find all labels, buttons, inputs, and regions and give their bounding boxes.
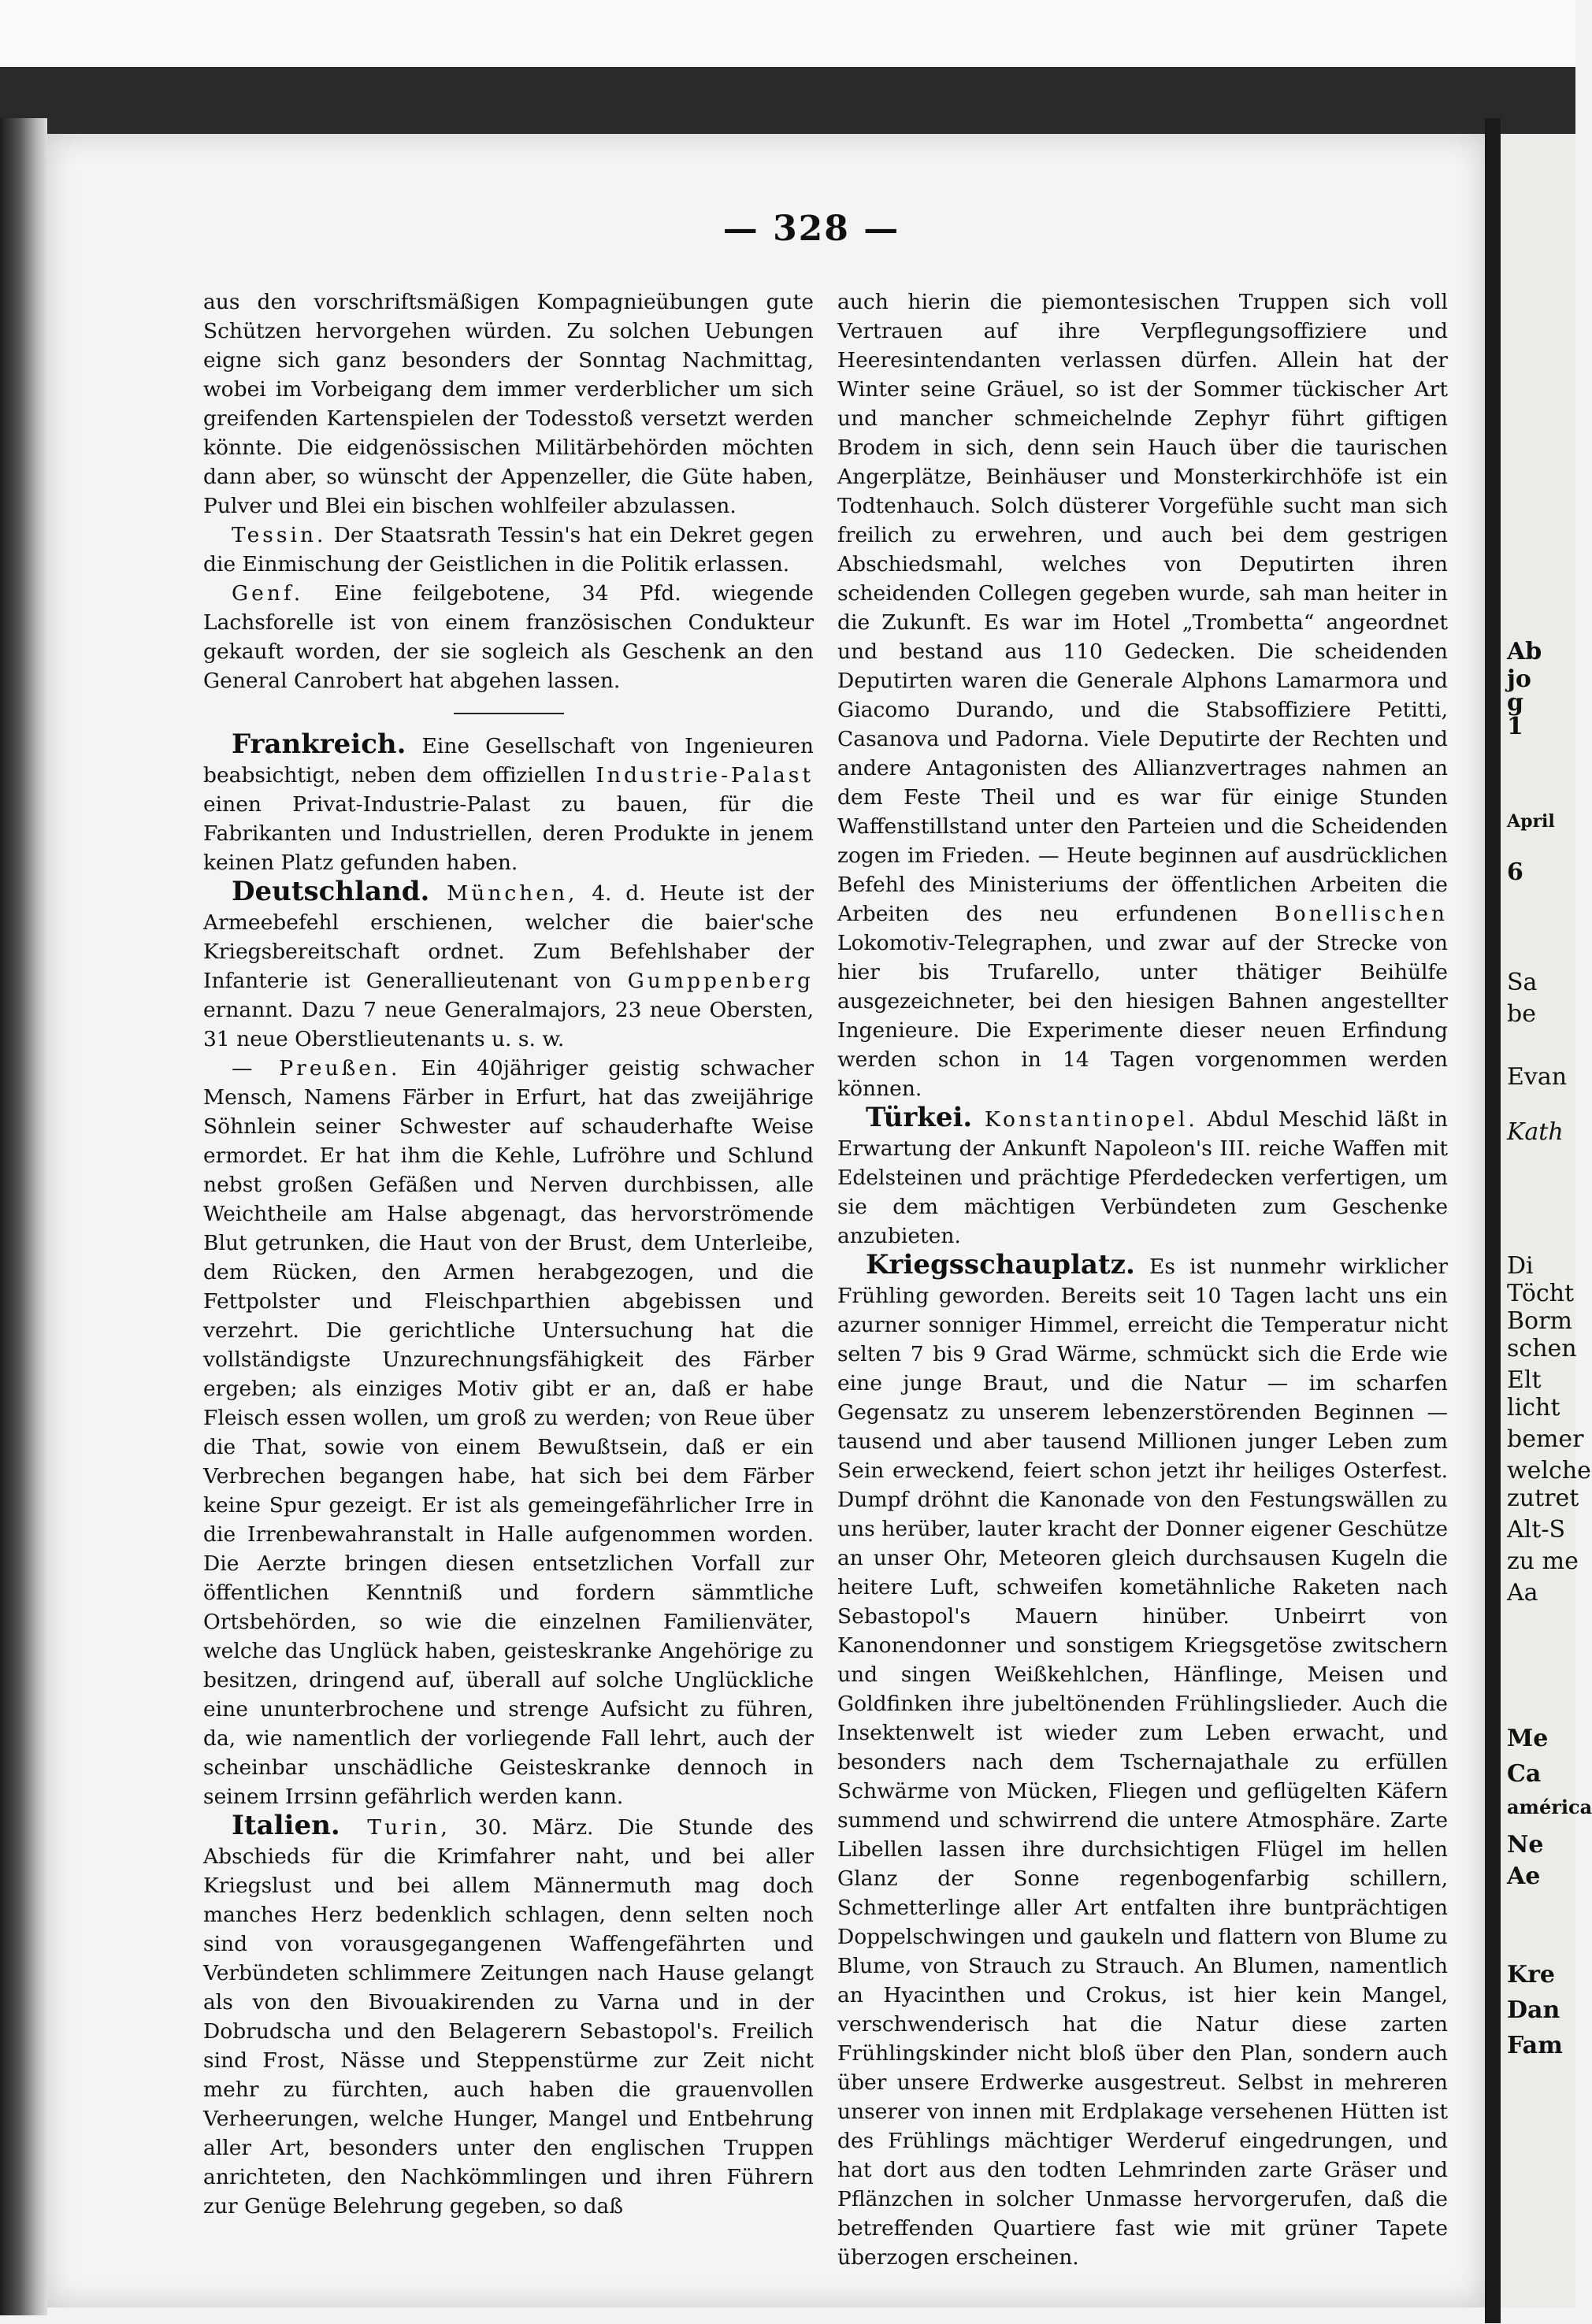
adjacent-fragment: Kre <box>1507 1961 1555 1989</box>
article-text: Eine feilgebotene, 34 Pfd. wiegende Lachsforelle ist von einem französischen Condukteur gekauft worden, der sie sogleich als Geschenk an den General Canrobert hat abgehen lassen. <box>203 581 814 693</box>
section-heading: Kriegsschauplatz. <box>866 1249 1135 1281</box>
article-italien <box>203 1811 814 2221</box>
article-text: auch hierin die piemontesischen Truppen sich voll Vertrauen auf ihre Verpflegungsoffiziere und Heeresintendanten verlassen dürfen. Allein hat der Winter seine Gräuel, so ist der Sommer tückischer Art und mancher schmeichelnde Zephyr führt giftigen Brodem in sich, denn sein Hauch über die taurischen Angerplätze, Beinhäuser und Monsterkirchhöfe ist ein Todtenhauch. Solch düsterer Vorgefühle sucht man sich freilich zu erwehren, und auch bei dem gestrigen Abschiedsmahl, welches von Deputirten ihren scheidenden Collegen gegeben wurde, sah man heiter in die Zukunft. Es war im Hotel „Trombetta“ angeordnet und bestand aus 110 Gedecken. Die scheidenden Deputirten waren die Generale Alphons Lamarmora und Giacomo Durando, und die Stabsoffiziere Petitti, Casanova und Padorna. Viele Deputirte der Rechten und andere Antagonisten des Allianzvertrages nahmen an dem Feste Theil und es war für einige Stunden Waffenstillstand unter den Parteien und die Scheidenden zogen im Frieden. — Heute beginnen auf ausdrücklichen Befehl des Ministeriums der öffentlichen Arbeiten die Arbeiten des neu erfundenen <box>837 290 1448 926</box>
adjacent-fragment: licht <box>1507 1394 1560 1421</box>
adjacent-fragment: be <box>1507 1000 1536 1028</box>
adjacent-fragment: zu me <box>1507 1547 1579 1575</box>
article-text: Eine Gesellschaft von Ingenieuren beabsichtigt, neben dem offiziellen <box>203 734 814 788</box>
article-text: ernannt. Dazu 7 neue Generalmajors, 23 neue Obersten, 31 neue Oberstlieutenants u. s. w. <box>203 998 814 1051</box>
scan-shadow-band <box>0 67 1575 138</box>
adjacent-fragment: Dan <box>1507 1996 1560 2024</box>
page-number: — 328 — <box>722 209 900 249</box>
article-text: Es ist nunmehr wirklicher Frühling geworden. Bereits seit 10 Tagen lacht uns ein azurner sonniger Himmel, erreicht die Temperatur nicht selten 7 bis 9 Grad Wärme, schmückt sich die Erde wie eine junge Braut, und die Natur — im scharfen Gegensatz zu unserem lebenzerstörenden Beginnen — tausend und aber tausend Millionen junger Leben zum Sein erweckend, feiert schon jetzt ihr heiliges Osterfest. Dumpf dröhnt die Kanonade von den Festungswällen zu uns herüber, lauter kracht der Donner eigener Geschütze an unser Ohr, Meteoren gleich durchsausen Kugeln die heitere Luft, schweifen kometähnliche Raketen nach Sebastopol's Mauern hinüber. Unbeirrt von Kanonendonner und sonstigem Kriegsgetöse zwitschern und singen Weißkehlchen, Hänflinge, Meisen und Goldfinken ihre jubeltönenden Frühlingslieder. Auch die Insektenwelt ist wieder zum Leben erwacht, und besonders nach dem Tschernajathale zu erfüllen Schwärme von Mücken, Fliegen und geflügelten Käfern summend und schwirrend die untere Atmosphäre. Zarte Libellen lassen ihre durchsichtigen Flügel im hellen Glanz der Sonne regenbogenfarbig schillern, Schmetterlinge aller Art entfalten ihre buntprächtigen Doppelschwingen und gaukeln und flattern von Blume zu Blume, von Strauch zu Strauch. An Blumen, namentlich an Hyacinthen und Crokus, ist hier kein Mangel, verschwenderisch hat die Natur diese zarten Frühlingskinder nicht bloß über den Plan, sondern auch über unsere Erdwerke ausgestreut. Selbst in mehreren unserer von innen mit Erdplakage versehenen Hütten ist des Frühlings mächtiger Werderuf eingedrungen, und hat dort aus den todten Lehmrinden zarte Gräser und Pflänzchen in solcher Unmasse hervorgerufen, daß die betreffenden Quartiere fast wie mit grüner Tapete überzogen erscheinen. <box>837 1255 1448 2270</box>
adjacent-fragment: welche <box>1507 1457 1591 1484</box>
section-divider <box>454 713 564 714</box>
adjacent-fragment: Kath <box>1507 1118 1564 1146</box>
left-column <box>203 287 814 2233</box>
spaced-term: Gumppenberg <box>627 969 814 993</box>
adjacent-fragment: Di <box>1507 1252 1534 1280</box>
adjacent-fragment: April <box>1507 811 1555 832</box>
adjacent-fragment: Me <box>1507 1725 1549 1752</box>
adjacent-fragment: Ca <box>1507 1760 1542 1788</box>
section-heading: Italien. <box>232 1810 340 1841</box>
dateline-place: München, <box>429 881 578 906</box>
adjacent-fragment: schen <box>1507 1335 1577 1362</box>
scan-top-margin <box>0 0 1575 67</box>
dateline-place: Genf. <box>232 581 304 606</box>
adjacent-fragment: Aa <box>1507 1579 1538 1607</box>
adjacent-fragment: zutret <box>1507 1484 1579 1512</box>
article-genf <box>203 579 814 695</box>
adjacent-fragment: Borm <box>1507 1307 1572 1335</box>
book-spine <box>0 118 47 2315</box>
dateline-place: — Preußen. <box>232 1056 401 1080</box>
adjacent-fragment: Ab <box>1507 638 1542 665</box>
article-text: Der Staatsrath Tessin's hat ein Dekret gegen die Einmischung der Geistlichen in die Politik erlassen. <box>203 523 814 576</box>
adjacent-fragment: Alt-S <box>1507 1516 1566 1544</box>
adjacent-fragment: Töcht <box>1507 1280 1575 1307</box>
article-text: 30. März. Die Stunde des Abschieds für die Krimfahrer naht, und bei aller Kriegslust und bei allem Männermuth mag doch manches Herz bedenklich schlagen, denn selten noch sind von vorausgegangenen Waffengefährten und Verbündeten schlimmere Zeitungen nach Hause gelangt als von den Bivouakirenden zu Varna und in der Dobrudscha und den Belagerern Sebastopol's. Freilich sind Frost, Nässe und Steppenstürme zur Zeit nicht mehr zu fürchten, auch haben die grauenvollen Verheerungen, welche Hunger, Mangel und Entbehrung aller Art, besonders unter den englischen Truppen anrichteten, den Nachkömmlingen und ihren Führern zur Genüge Belehrung gegeben, so daß <box>203 1815 814 2218</box>
adjacent-fragment: Elt <box>1507 1366 1542 1394</box>
right-column <box>837 287 1449 2270</box>
adjacent-fragment: g <box>1507 689 1523 717</box>
article-deutschland <box>203 877 814 1054</box>
section-heading: Türkei. <box>866 1102 973 1133</box>
section-heading: Frankreich. <box>232 728 406 760</box>
article-tessin <box>203 521 814 579</box>
article-text: Ein 40jähriger geistig schwacher Mensch, Namens Färber in Erfurt, hat das zweijährige Söhnlein seiner Schwester auf schauderhafte Weise ermordet. Er hat ihm die Kehle, Lufröhre und Schlund nebst großen Gefäßen und Nerven durchbissen, alle Weichtheile am Halse abgenagt, das hervorströmende Blut getrunken, die Haut von der Brust, dem Unterleibe, dem Rücken, den Armen herabgezogen, und die Fettpolster und Fleischparthien abgebissen und verzehrt. Die gerichtliche Untersuchung hat die vollständigste Unzurechnungsfähigkeit des Färber ergeben; als einziges Motiv gibt er an, daß er habe Fleisch essen wollen, um groß zu werden; von Reue über die That, sowie von einem Bewußtsein, daß er ein Verbrechen begangen habe, hat sich bei dem Färber keine Spur gezeigt. Er ist als gemeingefährlicher Irre in die Irrenbewahranstalt in Halle aufgenommen worden. Die Aerzte bringen diesen entsetzlichen Vorfall zur öffentlichen Kenntniß und fordern sämmtliche Ortsbehörden, so wie die einzelnen Familienväter, welche das Unglück haben, geisteskranke Angehörige zu besitzen, dringend auf, überall auf solche Unglückliche eine ununterbrochene und strenge Aufsicht zu führen, da, wie namentlich der vorliegende Fall lehrt, auch der scheinbar unschädliche Geisteskranke dennoch in seinem Irrsinn gefährlich werden kann. <box>203 1056 815 1809</box>
article-frankreich <box>203 730 814 877</box>
adjacent-fragment: américa <box>1507 1796 1592 1818</box>
article-text: Lokomotiv-Telegraphen, und zwar auf der Strecke von hier bis Trufarello, unter thätiger Beihülfe ausgezeichneter, bei den hiesigen Bahnen angestellter Ingenieure. Die Experimente dieser neuen Erfindung werden schon in 14 Tagen vorgenommen werden können. <box>837 931 1448 1101</box>
section-heading: Deutschland. <box>232 876 430 907</box>
spaced-term: Industrie-Palast <box>596 763 814 788</box>
article-tuerkei <box>837 1103 1448 1251</box>
adjacent-fragment: Evan <box>1507 1063 1568 1091</box>
article-italien-continued <box>837 287 1448 1103</box>
dateline-place: Konstantinopel. <box>972 1107 1198 1132</box>
adjacent-fragment: Ne <box>1507 1831 1544 1859</box>
article-text: 4. d. Heute ist der Armeebefehl erschienen, welcher die baier'sche Kriegsbereitschaft ordnet. Zum Befehlshaber der Infanterie ist Generallieutenant von <box>203 881 814 993</box>
adjacent-fragment: 6 <box>1507 858 1523 886</box>
adjacent-fragment: Ae <box>1507 1863 1541 1890</box>
adjacent-fragment: 1 <box>1507 713 1523 740</box>
page-gutter <box>1485 118 1501 2323</box>
adjacent-fragment: Sa <box>1507 969 1538 996</box>
adjacent-fragment: Fam <box>1507 2032 1563 2059</box>
dateline-place: Turin, <box>340 1815 451 1840</box>
article-kriegsschauplatz <box>837 1251 1448 2272</box>
adjacent-page-edge <box>1501 134 1592 2307</box>
article-text: Abdul Meschid läßt in Erwartung der Ankunft Napoleon's III. reiche Waffen mit Edelsteinen und prächtige Pferdedecken verfertigen, um sie dem mächtigen Verbündeten zum Geschenke anzubieten. <box>837 1107 1449 1248</box>
adjacent-fragment: bemer <box>1507 1425 1584 1453</box>
article-preussen <box>203 1054 814 1811</box>
article-text: einen Privat-Industrie-Palast zu bauen, für die Fabrikanten und Industriellen, deren Produkte in jenem keinen Platz gefunden haben. <box>203 792 814 875</box>
adjacent-fragment: jo <box>1507 665 1531 693</box>
article-paragraph: aus den vorschriftsmäßigen Kompagnieübungen gute Schützen hervorgehen würden. Zu solchen Uebungen eigne sich ganz besonders der Sonntag Nachmittag, wobei im Vorbeigang dem immer verderblicher um sich greifenden Kartenspielen der Todesstoß versetzt werden könnte. Die eidgenössischen Militärbehörden möchten dann aber, so wünscht der Appenzeller, die Güte haben, Pulver und Blei ein bischen wohlfeiler abzulassen. <box>203 290 814 518</box>
dateline-place: Tessin. <box>232 523 327 547</box>
spaced-term: Bonellischen <box>1275 902 1448 926</box>
